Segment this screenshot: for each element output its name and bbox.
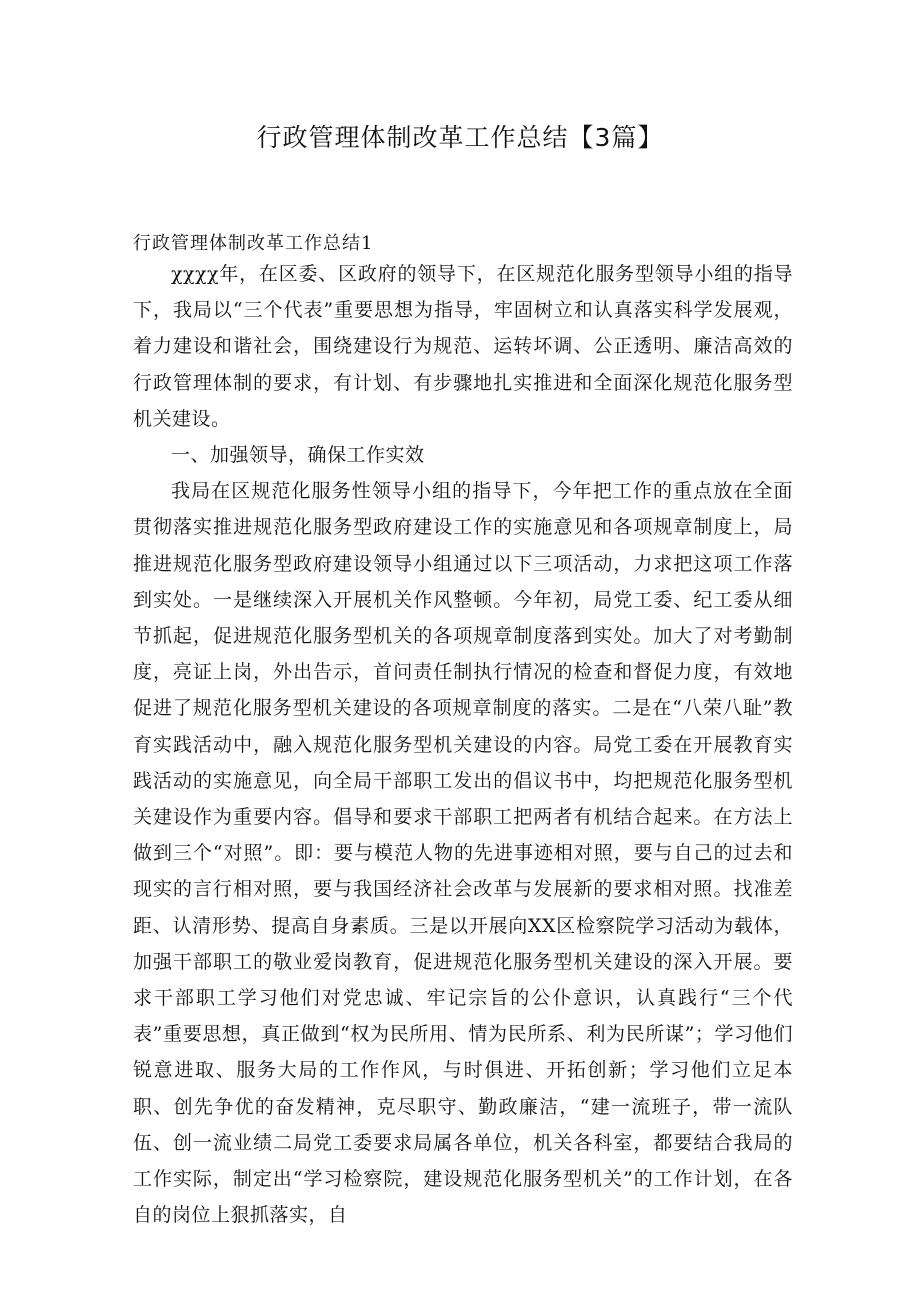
section-heading: 行政管理体制改革工作总结1 [133,233,374,254]
paragraph-intro: χχχχ年，在区委、区政府的领导下，在区规范化服务型领导小组的指导下，我局以“三个代表”重要思想为指导，牢固树立和认真落实科学发展观，着力建设和谐社会，围绕建设行为规范、运转坏调、公正透明、廉洁高效的行政管理体制的要求，有计划、有步骤地扎实推进和全面深化规范化服务型机关建设。 [133,263,793,430]
document-title: 行政管理体制改革工作总结【3篇】 [256,123,664,152]
document-body [133,256,793,1233]
paragraph-section-body: 我局在区规范化服务性领导小组的指导下，今年把工作的重点放在全面贯彻落实推进规范化服务型政府建设工作的实施意见和各项规章制度上，局推进规范化服务型政府建设领导小组通过以下三项活动，力求把这项工作落到实处。一是继续深入开展机关作风整顿。今年初，局党工委、纪工委从细节抓起，促进规范化服务型机关的各项规章制度落到实处。加大了对考勤制度，亮证上岗，外出告示，首问责任制执行情况的检查和督促力度，有效地促进了规范化服务型机关建设的各项规章制度的落实。二是在“八荣八耻”教育实践活动中，融入规范化服务型机关建设的内容。局党工委在开展教育实践活动的实施意见，向全局干部职工发出的倡议书中，均把规范化服务型机关建设作为重要内容。倡导和要求干部职工把两者有机结合起来。在方法上做到三个“对照”。即：要与模范人物的先进事迹相对照，要与自己的过去和现实的言行相对照，要与我国经济社会改革与发展新的要求相对照。找准差距、认清形势、提高自身素质。三是以开展向XX区检察院学习活动为载体，加强干部职工的敬业爱岗教育，促进规范化服务型机关建设的深入开展。要求干部职工学习他们对党忠诚、牢记宗旨的公仆意识，认真践行“三个代表”重要思想，真正做到“权为民所用、情为民所系、利为民所谋”；学习他们锐意进取、服务大局的工作作风，与时俱进、开拓创新；学习他们立足本职、创先争优的奋发精神，克尽职守、勤政廉洁，“建一流班子，带一流队伍、创一流业绩二局党工委要求局属各单位，机关各科室，都要结合我局的工作实际，制定出“学习检察院，建设规范化服务型机关”的工作计划，在各自的岗位上狠抓落实，自 [133,480,793,1227]
paragraph-section-heading: 一、加强领导，确保工作实效 [171,444,425,467]
